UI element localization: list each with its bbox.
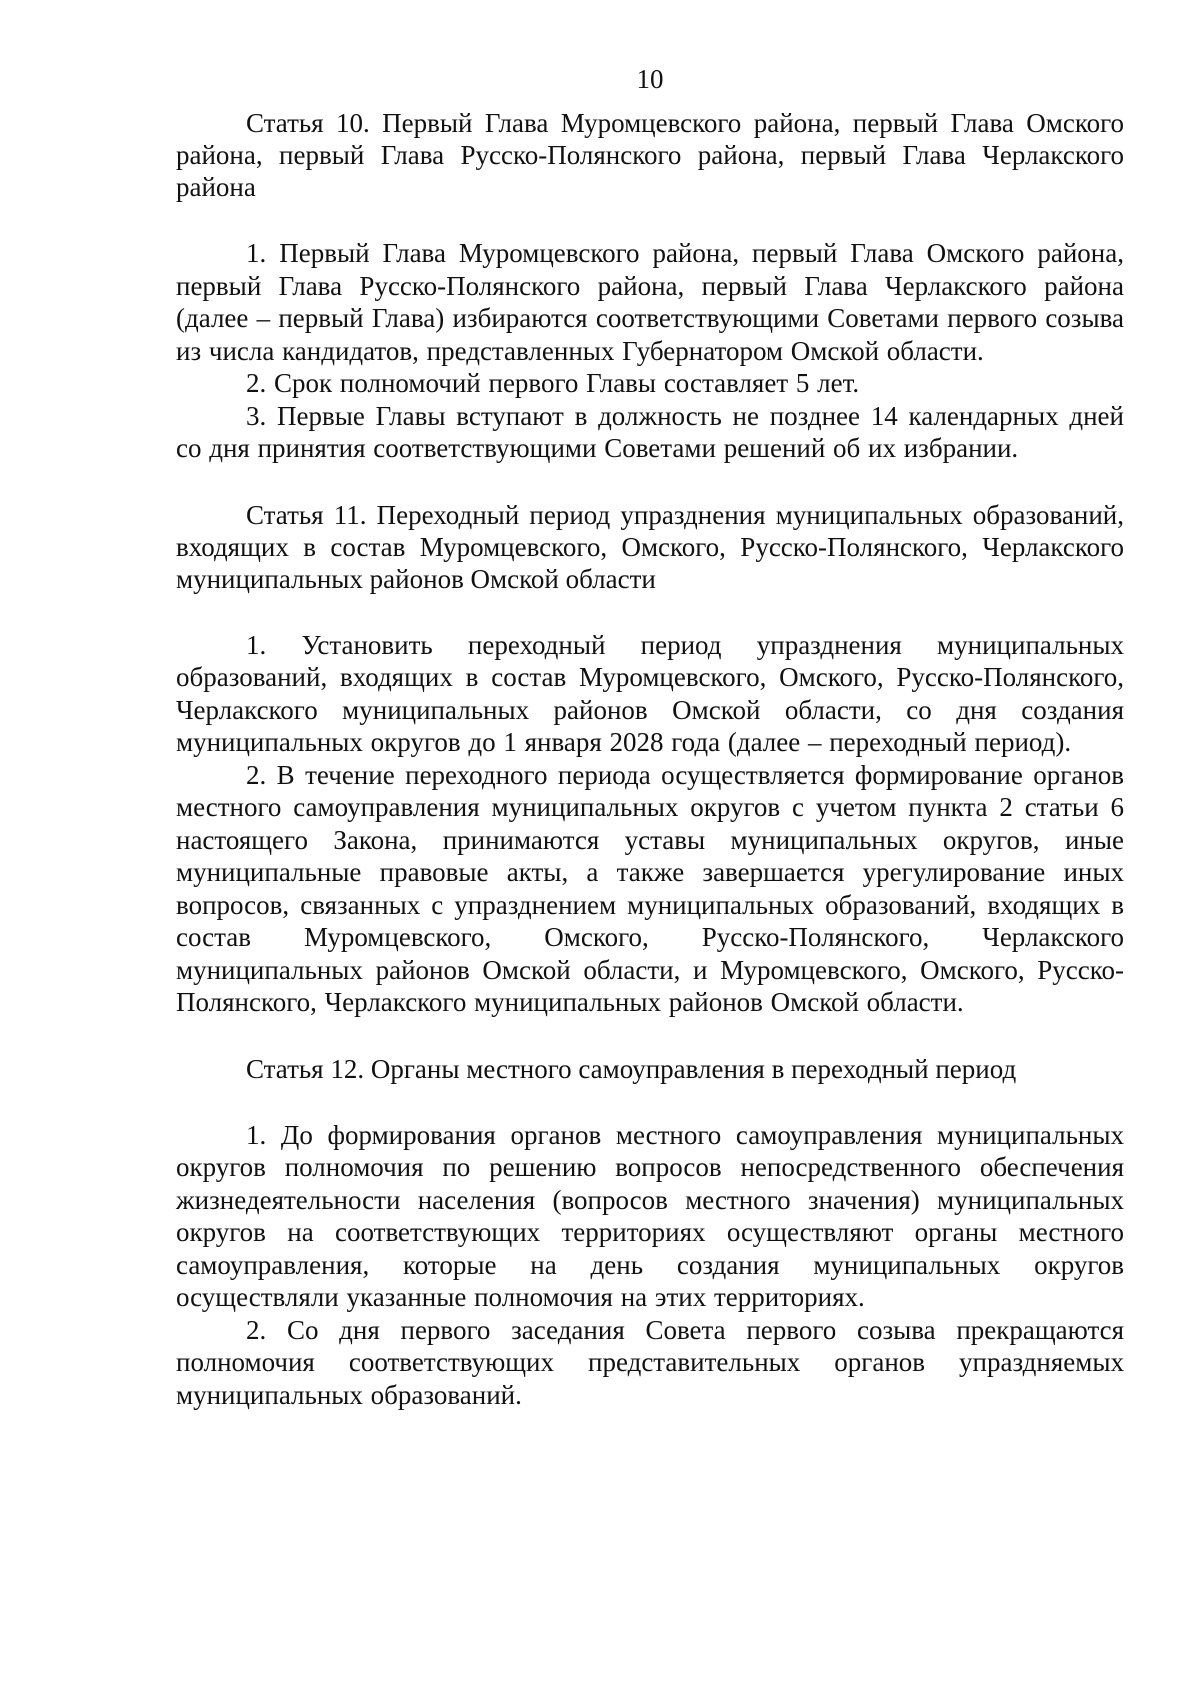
paragraph: 1. Первый Глава Муромцевского района, первый Глава Омского района, первый Глава Русско-Полянского района, первый Глава Черлакского района (далее – первый Глава) избираются соответствующими Советами первого созыва из числа кандидатов, представленных Губернатором Омской области. — [176, 238, 1124, 366]
paragraph: 1. Установить переходный период упразднения муниципальных образований, входящих в состав Муромцевского, Омского, Русско-Полянского, Черлакского муниципальных районов Омской области, со дня создания муниципальных округов до 1 января 2028 года (далее – переходный период). — [176, 629, 1124, 757]
paragraph: 3. Первые Главы вступают в должность не позднее 14 календарных дней со дня принятия соответствующими Советами решений об их избрании. — [176, 400, 1124, 463]
paragraph: 2. Со дня первого заседания Совета первого созыва прекращаются полномочия соответствующих представительных органов упраздняемых муниципальных образований. — [176, 1314, 1124, 1410]
article-11 — [176, 499, 1124, 1019]
paragraph: 2. В течение переходного периода осуществляется формирование органов местного самоуправления муниципальных округов с учетом пункта 2 статьи 6 настоящего Закона, принимаются уставы муниципальных округов, иные муниципальные правовые акты, а также завершается урегулирование иных вопросов, связанных с упразднением муниципальных образований, входящих в состав Муромцевского, Омского, Русско-Полянского, Черлакского муниципальных районов Омской области, и Муромцевского, Омского, Русско-Полянского, Черлакского муниципальных районов Омской области. — [176, 759, 1124, 1017]
paragraph: 1. До формирования органов местного самоуправления муниципальных округов полномочия по решению вопросов непосредственного обеспечения жизнедеятельности населения (вопросов местного значения) муниципальных округов на соответствующих территориях осуществляют органы местного самоуправления, которые на день создания муниципальных округов осуществляли указанные полномочия на этих территориях. — [176, 1119, 1124, 1312]
article-title: Статья 11. Переходный период упразднения муниципальных образований, входящих в состав Муромцевского, Омского, Русско-Полянского, Черлакского муниципальных районов Омской области — [176, 499, 1124, 594]
article-10 — [176, 107, 1124, 465]
article-12 — [176, 1053, 1124, 1412]
page-number: 10 — [636, 64, 664, 94]
paragraph: 2. Срок полномочий первого Главы составляет 5 лет. — [246, 368, 860, 398]
article-title: Статья 10. Первый Глава Муромцевского района, первый Глава Омского района, первый Глава Русско-Полянского района, первый Глава Черлакского района — [176, 108, 1124, 202]
article-title: Статья 12. Органы местного самоуправления в переходный период — [246, 1053, 1017, 1084]
